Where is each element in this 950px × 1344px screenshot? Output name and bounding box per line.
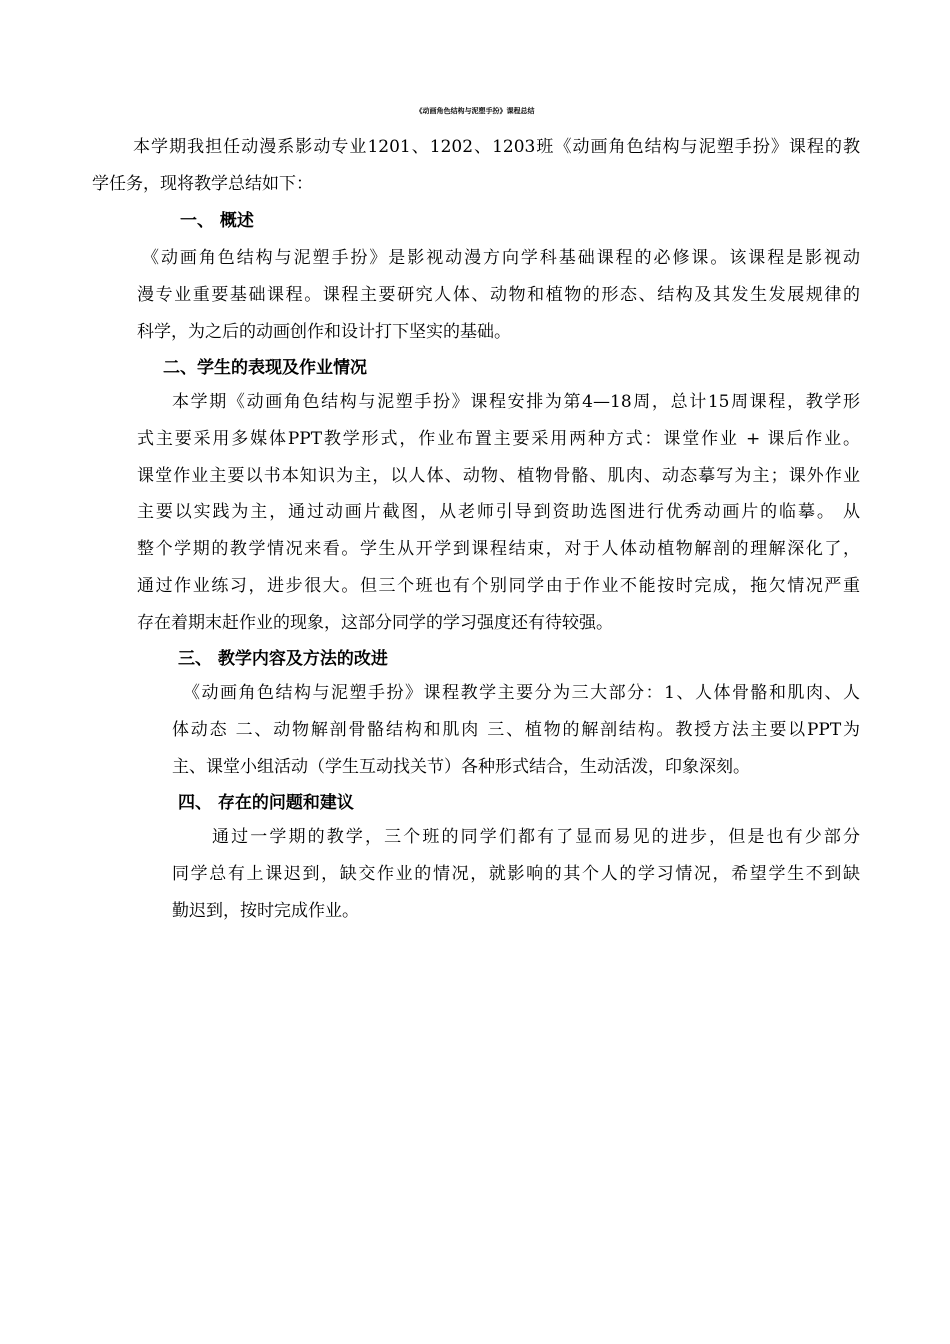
section-line: 体动态 二、动物解剖骨骼结构和肌肉 三、植物的解剖结构。教授方法主要以PPT为 xyxy=(172,720,860,740)
section-line: 本学期《动画角色结构与泥塑手扮》课程安排为第4—18周，总计15周课程，教学形 xyxy=(172,392,860,412)
section-line: 通过作业练习，进步很大。但三个班也有个别同学由于作业不能按时完成，拖欠情况严重 xyxy=(137,576,860,596)
section-line: 科学，为之后的动画创作和设计打下坚实的基础。 xyxy=(137,322,511,342)
section-line: 《动画角色结构与泥塑手扮》是影视动漫方向学科基础课程的必修课。该课程是影视动 xyxy=(142,248,860,268)
section-line: 主、课堂小组活动（学生互动找关节）各种形式结合，生动活泼，印象深刻。 xyxy=(172,757,750,777)
section-heading-teaching-improvement: 三、 教学内容及方法的改进 xyxy=(178,649,388,669)
section-line: 课堂作业主要以书本知识为主，以人体、动物、植物骨骼、肌肉、动态摹写为主；课外作业 xyxy=(137,466,860,486)
section-heading-problems-suggestions: 四、 存在的问题和建议 xyxy=(178,793,354,813)
section-heading-overview: 一、 概述 xyxy=(180,211,254,231)
section-line: 整个学期的教学情况来看。学生从开学到课程结束，对于人体动植物解剖的理解深化了， xyxy=(137,539,860,559)
section-line: 通过一学期的教学，三个班的同学们都有了显而易见的进步，但是也有少部分 xyxy=(212,827,860,847)
section-line: 存在着期末赶作业的现象，这部分同学的学习强度还有待较强。 xyxy=(137,613,613,633)
intro-line: 本学期我担任动漫系影动专业1201、1202、1203班《动画角色结构与泥塑手扮》课程的教 xyxy=(133,137,860,157)
section-line: 同学总有上课迟到，缺交作业的情况，就影响的其个人的学习情况，希望学生不到缺 xyxy=(172,864,860,884)
document-title: 《动画角色结构与泥塑手扮》课程总结 xyxy=(415,106,535,115)
intro-line: 学任务，现将教学总结如下： xyxy=(92,174,313,194)
section-line: 《动画角色结构与泥塑手扮》课程教学主要分为三大部分：1、人体骨骼和肌肉、人 xyxy=(183,683,860,703)
section-line: 勤迟到，按时完成作业。 xyxy=(172,901,359,921)
section-line: 主要以实践为主，通过动画片截图，从老师引导到资助选图进行优秀动画片的临摹。 从 xyxy=(137,502,860,522)
section-heading-student-performance: 二、学生的表现及作业情况 xyxy=(163,358,367,378)
section-line: 漫专业重要基础课程。课程主要研究人体、动物和植物的形态、结构及其发生发展规律的 xyxy=(137,285,860,305)
section-line: 式主要采用多媒体PPT教学形式，作业布置主要采用两种方式：课堂作业 + 课后作业。 xyxy=(137,429,860,449)
